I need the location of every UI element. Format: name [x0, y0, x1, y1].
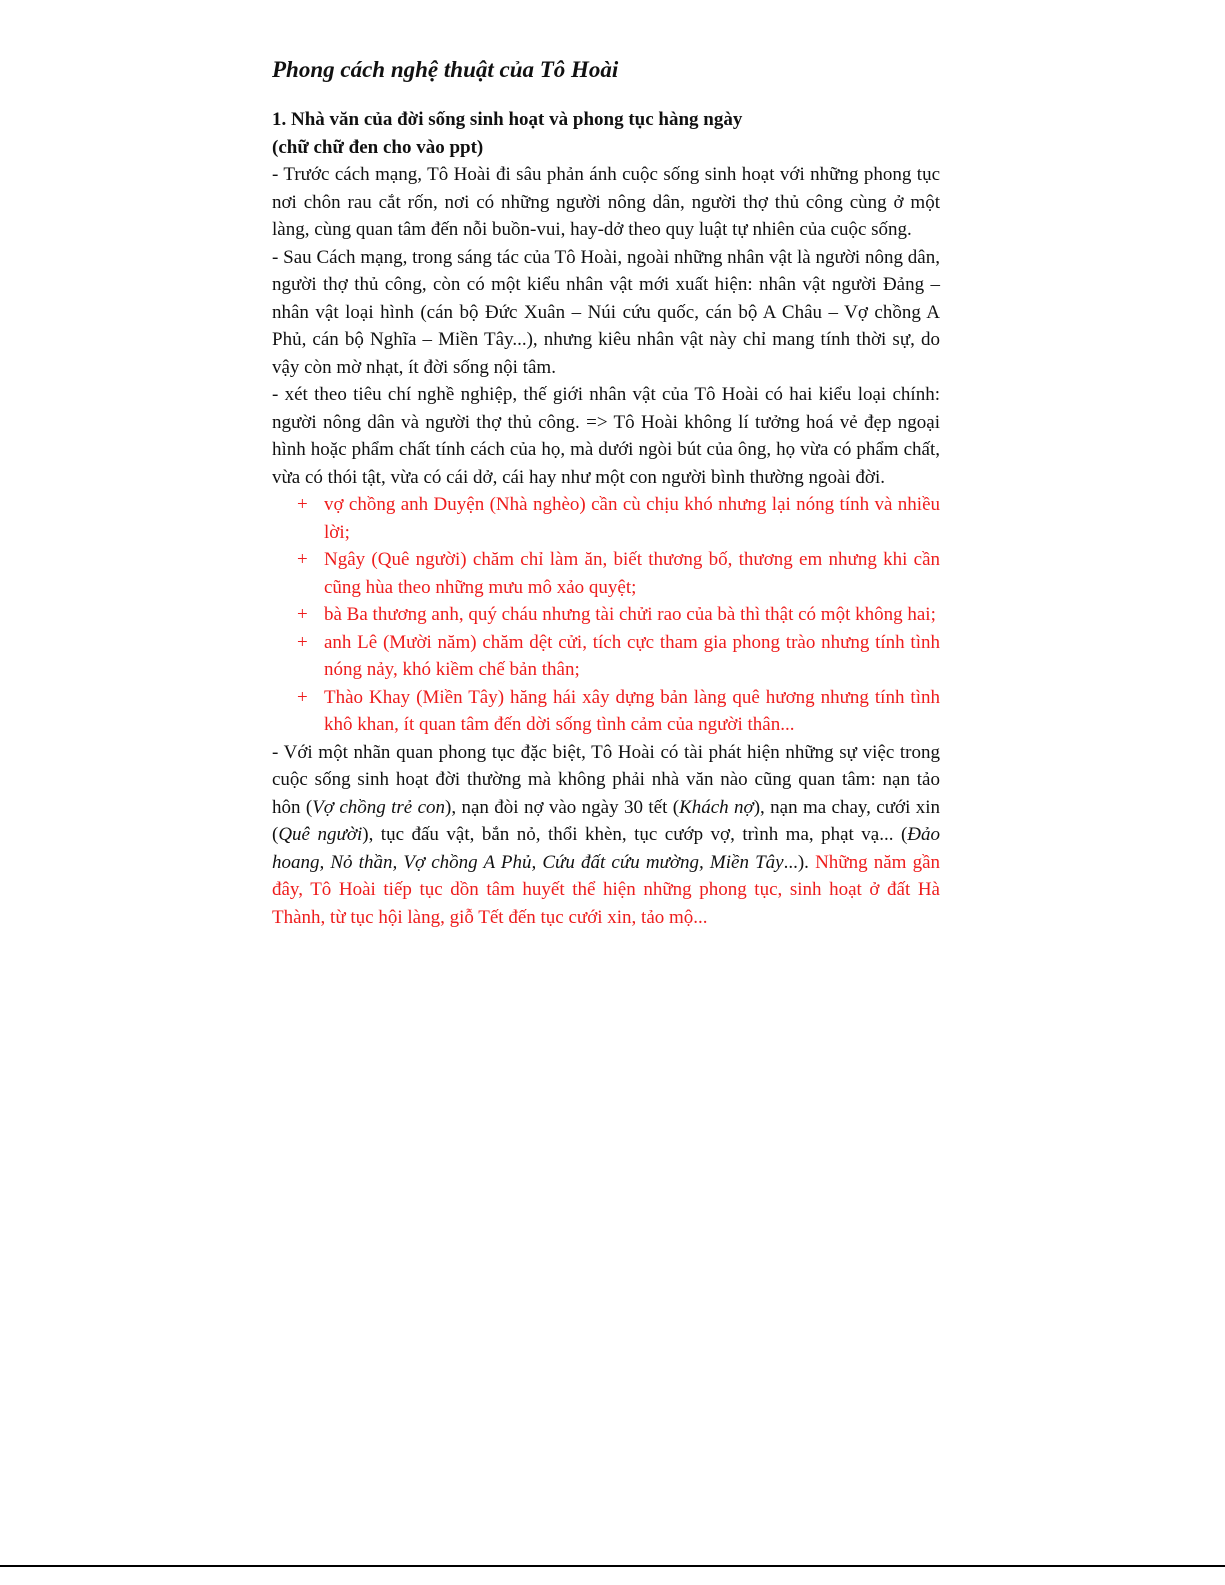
- list-item: [272, 629, 940, 684]
- text-run: ), nạn đòi nợ vào ngày 30 tết (: [445, 796, 680, 818]
- list-item: [272, 491, 940, 546]
- text-run: ), tục đấu vật, bắn nỏ, thổi khèn, tục cướp vợ, trình ma, phạt vạ... (: [362, 824, 908, 845]
- work-title-italic: Đảo hoang, Nỏ thần, Vợ chồng A Phủ, Cứu đất cứu mường, Miền Tây: [272, 824, 941, 873]
- work-title-italic: Vợ chồng trẻ con: [312, 796, 446, 818]
- list-item-text: vợ chồng anh Duyện (Nhà nghèo) cần cù chịu khó nhưng lại nóng tính và nhiều lời;: [324, 494, 940, 543]
- work-title-italic: Khách nợ: [679, 796, 754, 818]
- paragraph-occupation-criteria: - xét theo tiêu chí nghề nghiệp, thế giới nhân vật của Tô Hoài có hai kiểu loại chính: người nông dân và người thợ thủ công. => Tô Hoài không lí tưởng hoá vẻ đẹp ngoại hình hoặc phẩm chất tính cách của họ, mà dưới ngòi bút của ông, họ vừa có phẩm chất, vừa có thói tật, vừa có cái dở, cái hay như một con người bình thường ngoài đời.: [272, 384, 940, 488]
- paragraph-before-revolution: - Trước cách mạng, Tô Hoài đi sâu phản ánh cuộc sống sinh hoạt với những phong tục nơi chôn rau cắt rốn, nơi có những người nông dân, người thợ thủ công cùng ở một làng, cùng quan tâm đến nỗi buồn-vui, hay-dở theo quy luật tự nhiên của cuộc sống.: [272, 164, 940, 240]
- paragraph-custom-perspective: [272, 739, 940, 932]
- bullet-plus-icon: +: [297, 494, 308, 515]
- text-run: - Với một nhãn quan phong tục đặc biệt, Tô Hoài có tài phát hiện những sự việc trong cuộc sống sinh hoạt đời thường mà không phải nhà văn nào cũng quan tâm: nạn tảo hôn (: [272, 741, 940, 818]
- document-page: [272, 54, 940, 931]
- section-note: (chữ chữ đen cho vào ppt): [272, 136, 484, 158]
- document-title: Phong cách nghệ thuật của Tô Hoài: [272, 57, 619, 82]
- list-item-text: Ngây (Quê người) chăm chỉ làm ăn, biết thương bố, thương em nhưng khi cần cũng hùa theo những mưu mô xảo quyệt;: [324, 549, 940, 598]
- list-item: [272, 601, 940, 629]
- bullet-plus-icon: +: [297, 549, 308, 570]
- bullet-plus-icon: +: [297, 631, 308, 653]
- highlighted-red-text: Những năm gần đây, Tô Hoài tiếp tục dồn tâm huyết thể hiện những phong tục, sinh hoạt ở đất Hà Thành, từ tục hội làng, giỗ Tết đến tục cưới xin, tảo mộ...: [272, 851, 941, 928]
- text-run: ...).: [783, 851, 816, 873]
- list-item: [272, 546, 940, 601]
- paragraph-after-revolution: - Sau Cách mạng, trong sáng tác của Tô Hoài, ngoài những nhân vật là người nông dân, người thợ thủ công, còn có một kiểu nhân vật mới xuất hiện: nhân vật người Đảng – nhân vật loại hình (cán bộ Đức Xuân – Núi cứu quốc, cán bộ A Châu – Vợ chồng A Phủ, cán bộ Nghĩa – Miền Tây...), nhưng kiêu nhân vật này chỉ mang tính thời sự, do vậy còn mờ nhạt, ít đời sống nội tâm.: [272, 246, 940, 378]
- list-item-text: Thào Khay (Miền Tây) hăng hái xây dựng bản làng quê hương nhưng tính tình khô khan, ít quan tâm đến dời sống tình cảm của người thân...: [324, 686, 940, 735]
- work-title-italic: Quê người: [278, 824, 363, 845]
- section-heading: 1. Nhà văn của đời sống sinh hoạt và phong tục hàng ngày: [272, 109, 743, 130]
- bullet-plus-icon: +: [297, 604, 308, 625]
- page-bottom-border: [0, 1565, 1225, 1567]
- character-example-list: [272, 491, 940, 739]
- bullet-plus-icon: +: [297, 686, 308, 708]
- list-item-text: anh Lê (Mười năm) chăm dệt cửi, tích cực tham gia phong trào nhưng tính tình nóng nảy, khó kiềm chế bản thân;: [324, 631, 940, 680]
- list-item-text: bà Ba thương anh, quý cháu nhưng tài chửi rao của bà thì thật có một không hai;: [324, 604, 936, 625]
- text-run: ), nạn ma chay, cưới xin (: [272, 796, 940, 845]
- list-item: [272, 684, 940, 739]
